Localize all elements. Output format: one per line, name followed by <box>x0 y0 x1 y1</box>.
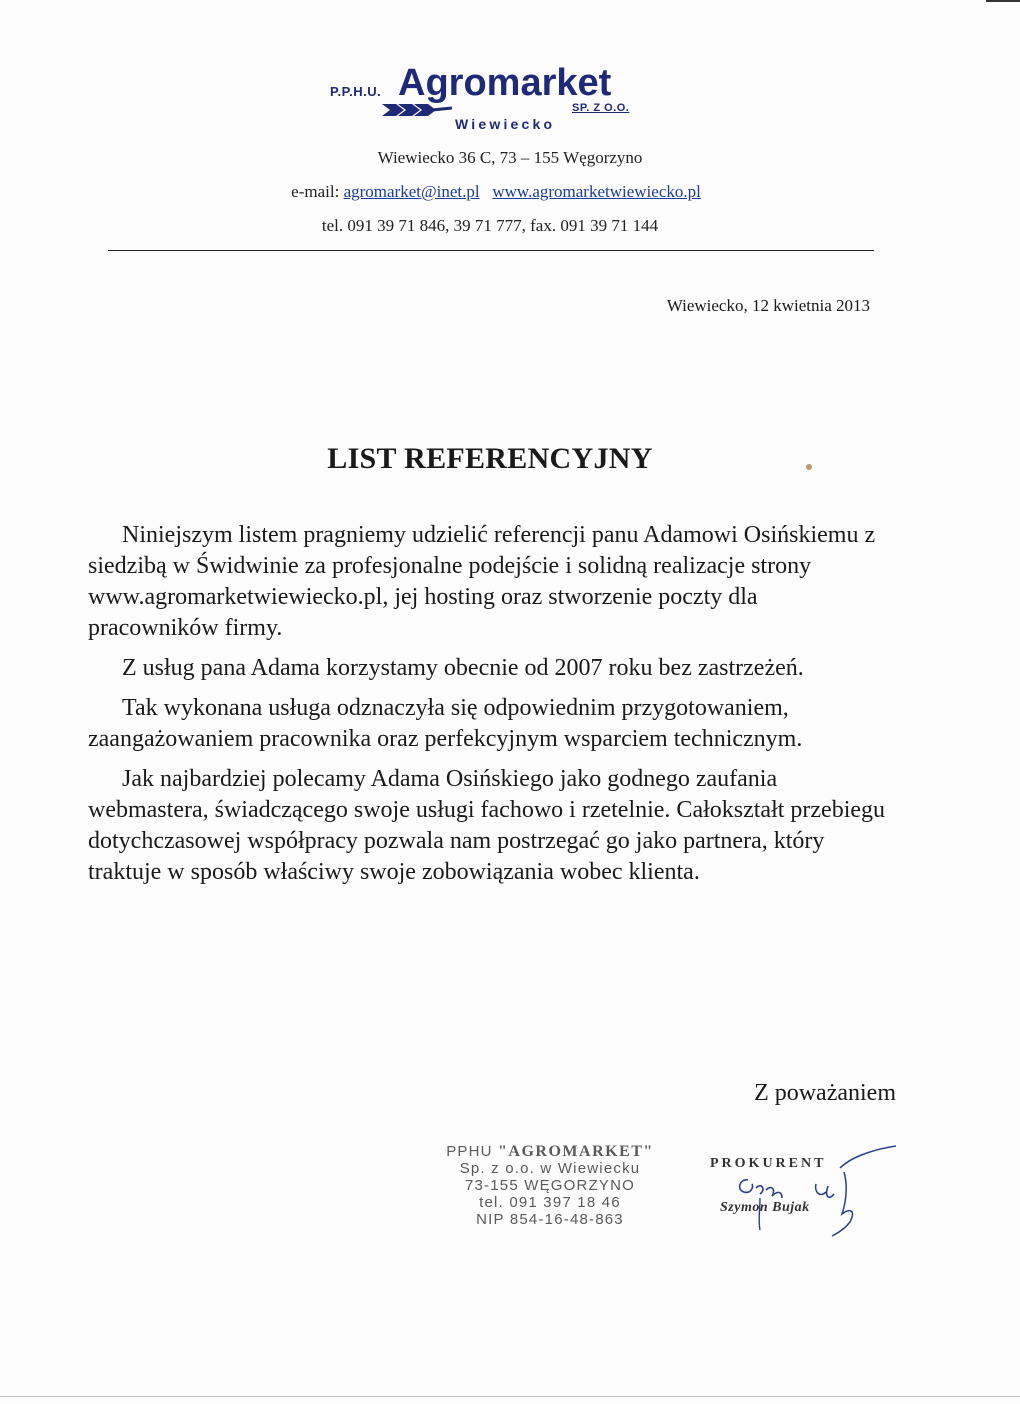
logo-arrows-icon <box>382 102 452 118</box>
company-address: Wiewiecko 36 C, 73 – 155 Węgorzyno <box>377 148 643 167</box>
stamp-line-3: 73-155 WĘGORZYNO <box>464 1177 636 1194</box>
company-stamp <box>432 1143 668 1228</box>
signatory-name: Szymon Bujak <box>720 1200 810 1215</box>
email-link[interactable]: agromarket@inet.pl <box>343 182 480 201</box>
letter-body <box>88 520 888 888</box>
handwritten-signature <box>700 1138 900 1248</box>
logo-location: Wiewiecko <box>455 116 556 132</box>
logo-legal-form: SP. Z O.O. <box>572 102 630 114</box>
body-paragraph: Niniejszym listem pragniemy udzielić referencji panu Adamowi Osińskiemu z siedzibą w Świdwinie za profesjonalne podejście i solidną realizacje strony www.agromarketwiewiecko.pl, jej hosting oraz stworzenie poczty dla pracowników firmy. <box>88 522 876 641</box>
body-paragraph: Tak wykonana usługa odznaczyła się odpowiednim przygotowaniem, zaangażowaniem pracownika oraz perfekcyjnym wsparciem technicznym. <box>88 695 803 752</box>
closing-salutation: Z poważaniem <box>754 1080 896 1106</box>
stamp-line-4: tel. 091 397 18 46 <box>479 1194 621 1211</box>
website-link[interactable]: www.agromarketwiewiecko.pl <box>492 182 701 201</box>
scan-speck <box>806 464 812 470</box>
body-paragraph: Z usług pana Adama korzystamy obecnie od 2007 roku bez zastrzeżeń. <box>122 655 804 681</box>
stamp-line-5: NIP 854-16-48-863 <box>476 1211 624 1228</box>
signatory-role: PROKURENT <box>710 1156 827 1171</box>
company-logo-name: Agromarket <box>398 62 612 104</box>
email-label: e-mail: <box>291 182 340 201</box>
body-paragraph: Jak najbardziej polecamy Adama Osińskiego jako godnego zaufania webmastera, świadczącego swoje usługi fachowo i rzetelnie. Całokształt przebiegu dotychczasowej współpracy pozwala nam postrzegać go jako partnera, który traktuje w sposób właściwy swoje zobowiązania wobec klienta. <box>88 766 886 885</box>
contact-line <box>0 182 1006 202</box>
letter-title: LIST REFERENCYJNY <box>327 442 653 475</box>
letter-date: Wiewiecko, 12 kwietnia 2013 <box>666 296 870 315</box>
stamp-line-2: Sp. z o.o. w Wiewiecku <box>459 1160 641 1177</box>
phone-line: tel. 091 39 71 846, 39 71 777, fax. 091 39 71 144 <box>321 216 659 235</box>
scan-bottom-edge <box>0 1396 1020 1397</box>
scan-edge-mark <box>986 0 1020 2</box>
logo-prefix: P.P.H.U. <box>330 84 382 99</box>
stamp-line-1: PPHU "AGROMARKET" <box>446 1143 654 1160</box>
header-divider <box>108 250 874 251</box>
